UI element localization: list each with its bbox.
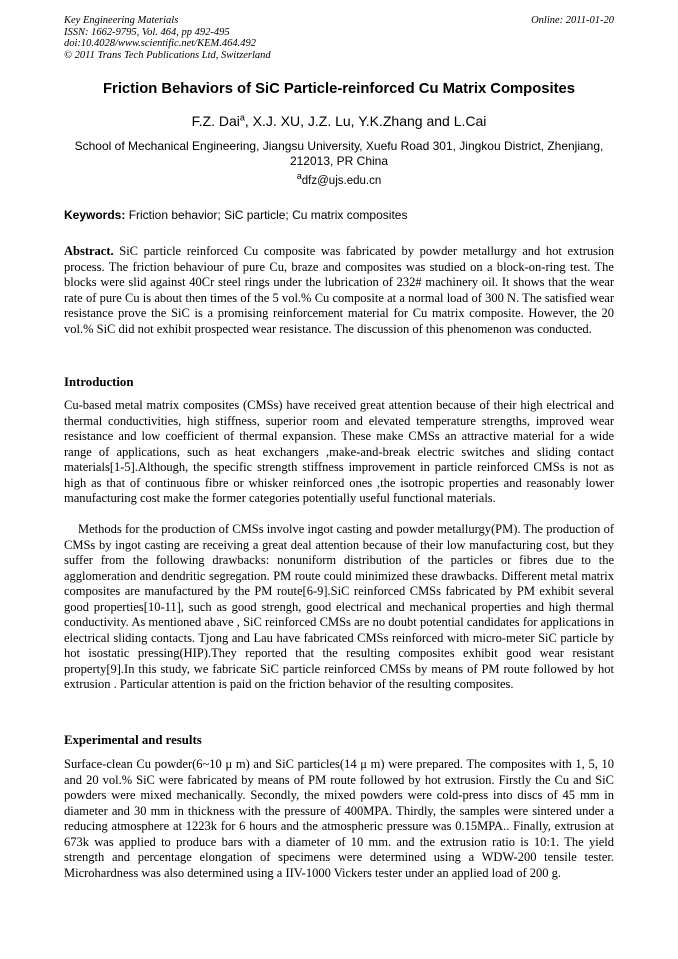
abstract-text: SiC particle reinforced Cu composite was fabricated by powder metallurgy and hot extrusion process. The friction behaviour of pure Cu, braze and composites was studied on a block-on-ring test. The blocks were slid against 40Cr steel rings under the lubrication of 232# machinery oil. It shows that the wear rate of pure Cu is about then times of the 5 vol.% Cu composite at a normal load of 300 N. The satisfied wear resistance prove the SiC is a promising reinforcement material for Cu matrix composite. However, the 20 vol.% SiC did not exhibit prospected wear resistance. The discussion of this phenomenon was conducted. xyxy=(64,244,614,336)
email-affil-mark: a xyxy=(296,171,302,182)
intro-p2-text: Methods for the production of CMSs involve ingot casting and powder metallurgy(PM). The production of CMSs by ingot casting are receiving a great deal attention because of their low manufacturing cost, but they suffer from the following drawbacks: nonuniform distribution of the particles or fibres due to the agglomeration and dendritic segregation. PM route could minimized these drawbacks. Different metal matrix composites are manufactured by the PM route[6-9].SiC reinforced CMSs fabricated by PM exhibit several good properties[10-11], such as good strengh, good electrical and mechanical properties and high thermal conductivity. As mentioned abave , SiC reinforced CMSs are no doubt potential candidates for applications in electrical sliding contacts. Tjong and Lau have fabricated CMSs reinforced with micro-meter SiC particle by hot isostatic pressing(HIP).They reported that the resulting composites exhibit good wear resistant property[9].In this study, we fabricate SiC particle reinforced CMSs by means of PM route followed by hot extrusion . Particular attention is paid on the friction behavior of the resulting composites. xyxy=(64,522,614,691)
author-list xyxy=(0,113,678,129)
intro-p1-text: Cu-based metal matrix composites (CMSs) have received great attention because of their high electrical and thermal conductivities, high stiffness, superior room and elevated temperature strengths, improved wear resistance and low coefficient of thermal expansion. These make CMSs an attractive material for a wide range of applications, such as heat exchangers ,make-and-break electric switches and sliding contact materials[1-5].Although, the specific strength stiffness improvement in particle reinforced CMSs is not as high as that of continuous fibre or whisker reinforced ones ,the isotropic properties and reasonably lower manufacturing cost make the former categories potentially useful functional materials. xyxy=(64,398,614,505)
online-date: Online: 2011-01-20 xyxy=(531,15,614,26)
affiliation: School of Mechanical Engineering, Jiangsu University, Xuefu Road 301, Jingkou District, Zhenjiang, 212013, PR China xyxy=(74,139,604,168)
author-affil-mark: a xyxy=(239,112,245,123)
issn-line: ISSN: 1662-9795, Vol. 464, pp 492-495 xyxy=(64,26,230,38)
introduction-paragraph-2 xyxy=(64,522,614,693)
email-line xyxy=(0,171,678,187)
keywords-label: Keywords: xyxy=(64,208,126,222)
keywords-text: Friction behavior; SiC particle; Cu matrix composites xyxy=(125,208,408,222)
introduction-heading: Introduction xyxy=(64,375,134,389)
journal-name: Key Engineering Materials xyxy=(64,15,179,26)
experimental-paragraph-1 xyxy=(64,757,614,881)
doi-line: doi:10.4028/www.scientific.net/KEM.464.492 xyxy=(64,38,256,49)
author-email[interactable]: dfz@ujs.edu.cn xyxy=(301,175,382,187)
abstract-label: Abstract. xyxy=(64,244,114,258)
paper-title: Friction Behaviors of SiC Particle-reinforced Cu Matrix Composites xyxy=(103,81,575,97)
first-author: F.Z. Dai xyxy=(191,113,240,129)
copyright-line: © 2011 Trans Tech Publications Ltd, Switzerland xyxy=(64,49,271,61)
abstract xyxy=(64,244,614,337)
journal-meta xyxy=(64,15,271,61)
experimental-heading: Experimental and results xyxy=(64,733,202,747)
exp-p1-text: Surface-clean Cu powder(6~10 μ m) and SiC particles(14 μ m) were prepared. The composites with 1, 5, 10 and 20 vol.% SiC were fabricated by means of PM route followed by hot extrusion. Firstly the Cu and SiC powders were mixed mechanically. Secondly, the mixed powders were cold-press into discs of 45 mm in diameter and 30 mm in thickness with the pressure of 400MPA. Thirdly, the samples were sintered under a reducing atmosphere at 1223k for 6 hours and the atmospheric pressure was 0.15MPA.. Finally, extrusion at 673k was applied to produce bars with a diameter of 10 mm. and the extrusion ratio is 10:1. The yield strength and percentage elongation of specimens were determined using a WDW-200 tensile tester. Microhardness was also determined using a IIV-1000 Vickers tester under an applied load of 200 g. xyxy=(64,757,614,880)
other-authors: , X.J. XU, J.Z. Lu, Y.K.Zhang and L.Cai xyxy=(244,113,487,129)
keywords xyxy=(64,208,624,222)
introduction-paragraph-1 xyxy=(64,398,614,507)
